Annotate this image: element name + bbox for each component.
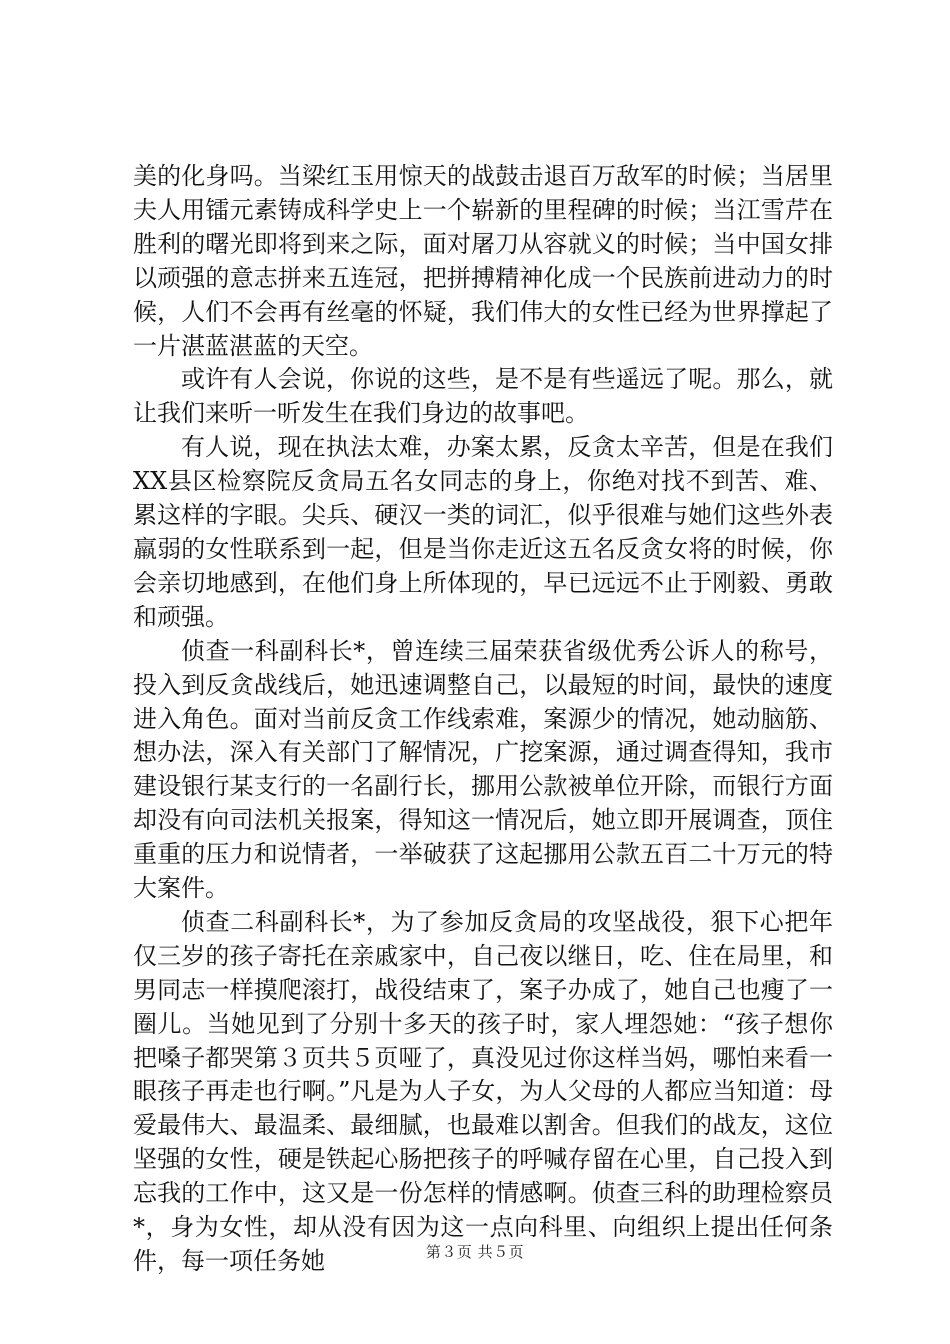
paragraph-2: 或许有人会说，你说的这些，是不是有些遥远了呢。那么，就让我们来听一听发生在我们身边的故事吧。: [133, 365, 833, 428]
page-footer: 第３页 共５页: [425, 1243, 525, 1261]
document-body: [133, 160, 833, 1279]
paragraph-4: 侦查一科副科长*，曾连续三届荣获省级优秀公诉人的称号，投入到反贪战线后，她迅速调整自己，以最短的时间，最快的速度进入角色。面对当前反贪工作线索难，案源少的情况，她动脑筋、想办法，深入有关部门了解情况，广挖案源，通过调查得知，我市建设银行某支行的一名副行长，挪用公款被单位开除，而银行方面却没有向司法机关报案，得知这一情况后，她立即开展调查，顶住重重的压力和说情者，一举破获了这起挪用公款五百二十万元的特大案件。: [133, 636, 833, 903]
paragraph-5: 侦查二科副科长*，为了参加反贪局的攻坚战役，狠下心把年仅三岁的孩子寄托在亲戚家中，自己夜以继日，吃、住在局里，和男同志一样摸爬滚打，战役结束了，案子办成了，她自己也瘦了一圈儿。当她见到了分别十多天的孩子时，家人埋怨她：“孩子想你把嗓子都哭第３页共５页哑了，真没见过你这样当妈，哪怕来看一眼孩子再走也行啊。”凡是为人子女，为人父母的人都应当知道：母爱最伟大、最温柔、最细腻，也最难以割舍。但我们的战友，这位坚强的女性，硬是铁起心肠把孩子的呼喊存留在心里，自己投入到忘我的工作中，这又是一份怎样的情感啊。侦查三科的助理检察员*，身为女性，却从没有因为这一点向科里、向组织上提出任何条件，每一项任务她: [133, 907, 833, 1275]
paragraph-3: 有人说，现在执法太难，办案太累，反贪太辛苦，但是在我们XX县区检察院反贪局五名女同志的身上，你绝对找不到苦、难、累这样的字眼。尖兵、硬汉一类的词汇，似乎很难与她们这些外表羸弱的女性联系到一起，但是当你走近这五名反贪女将的时候，你会亲切地感到，在他们身上所体现的，早已远远不止于刚毅、勇敢和顽强。: [133, 433, 833, 631]
paragraph-1: 美的化身吗。当梁红玉用惊天的战鼓击退百万敌军的时候；当居里夫人用镭元素铸成科学史上一个崭新的里程碑的时候；当江雪芹在胜利的曙光即将到来之际，面对屠刀从容就义的时候；当中国女排以顽强的意志拼来五连冠，把拼搏精神化成一个民族前进动力的时候，人们不会再有丝毫的怀疑，我们伟大的女性已经为世界撑起了一片湛蓝湛蓝的天空。: [133, 162, 833, 360]
